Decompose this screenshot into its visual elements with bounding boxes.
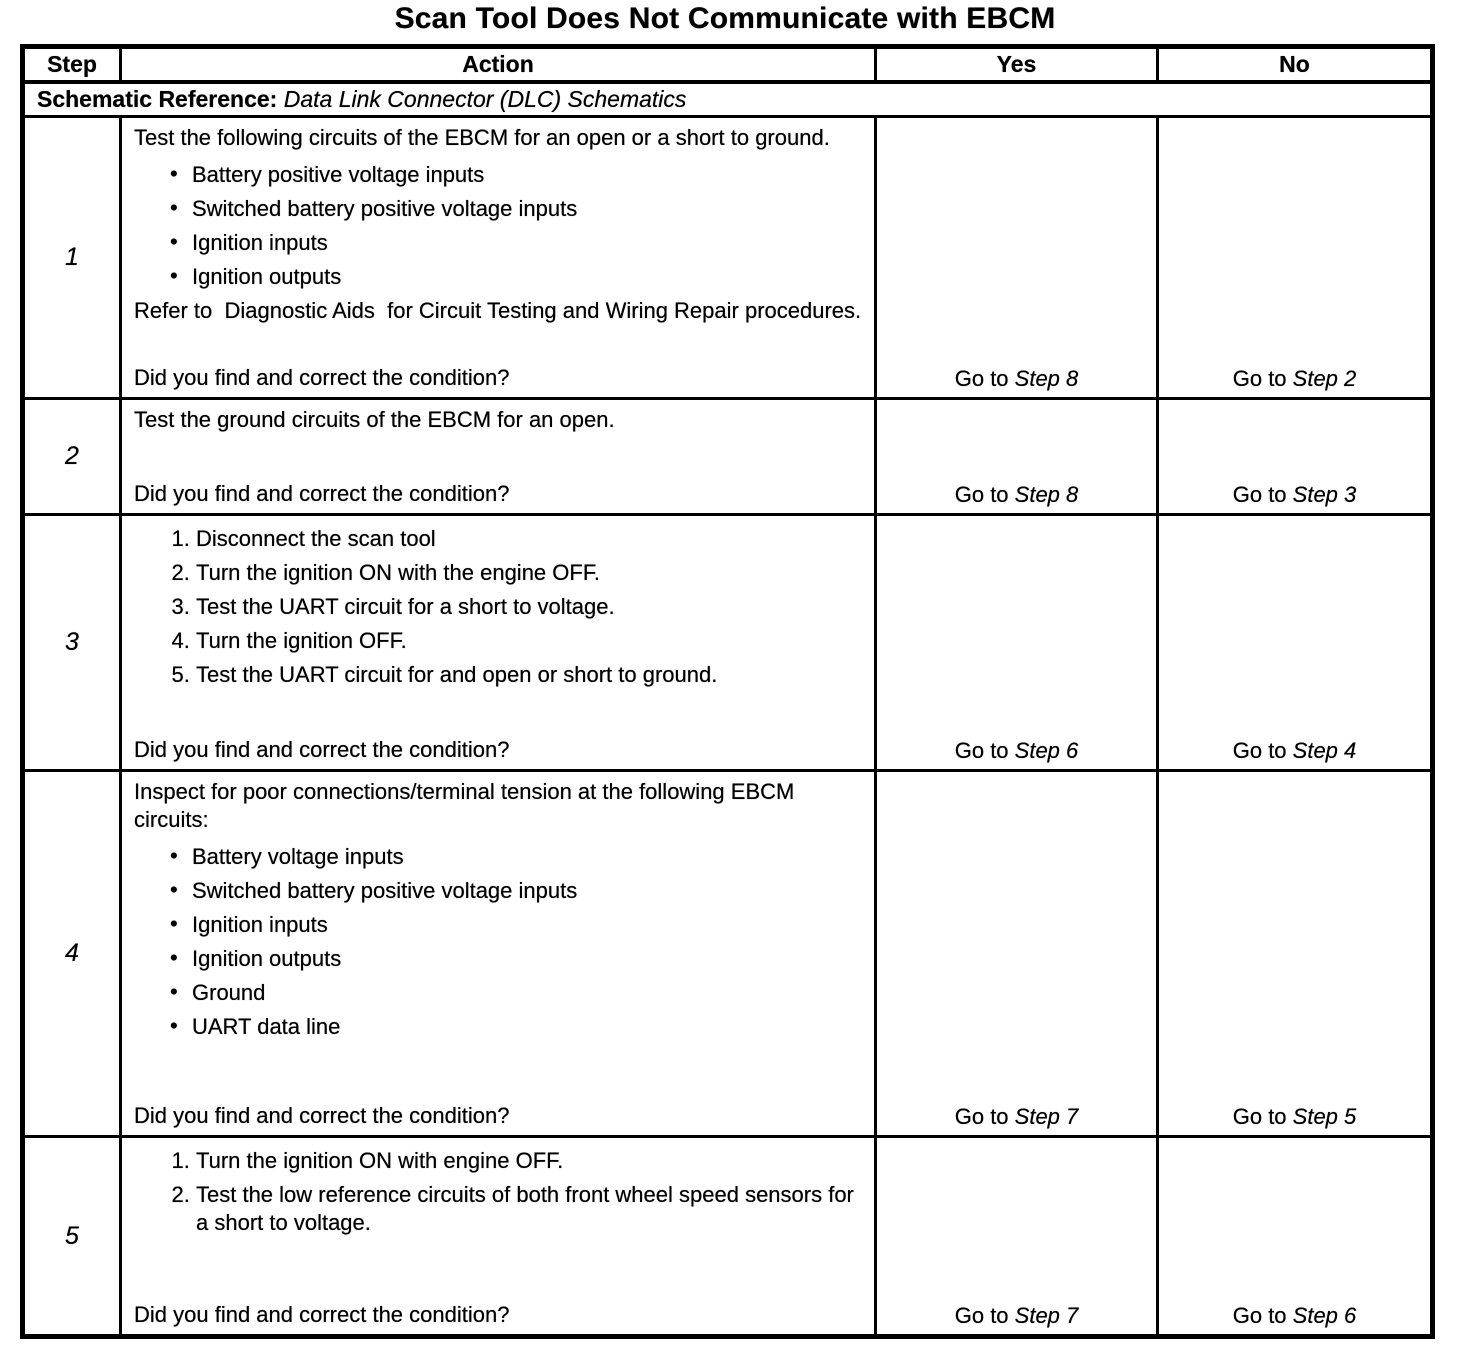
goto-target: Step 8 [1014, 482, 1079, 507]
action-question: Did you find and correct the condition? [134, 481, 510, 507]
goto-yes [877, 1303, 1156, 1329]
list-item: 1. Turn the ignition ON with engine OFF. [196, 1147, 864, 1175]
goto-no [1159, 366, 1430, 392]
goto-prefix: Go to [954, 366, 1015, 391]
table-row [23, 117, 1433, 399]
no-cell [1158, 771, 1433, 1137]
action-numbered-list [134, 525, 864, 689]
column-header-no: No [1158, 47, 1433, 83]
list-item: 4. Turn the ignition OFF. [196, 627, 864, 655]
goto-target: Step 2 [1292, 366, 1357, 391]
action-intro: Test the ground circuits of the EBCM for an open. [134, 407, 615, 432]
action-intro: Inspect for poor connections/terminal tension at the following EBCM circuits: [134, 779, 795, 832]
goto-no [1159, 1303, 1430, 1329]
list-item: • Battery positive voltage inputs [192, 161, 864, 189]
action-cell [121, 399, 876, 515]
list-item: 2. Turn the ignition ON with the engine OFF. [196, 559, 864, 587]
goto-target: Step 3 [1292, 482, 1357, 507]
action-intro: Test the following circuits of the EBCM for an open or a short to ground. [134, 125, 830, 150]
goto-yes [877, 482, 1156, 508]
goto-prefix: Go to [1232, 1303, 1293, 1328]
action-cell [121, 117, 876, 399]
action-question: Did you find and correct the condition? [134, 1103, 510, 1129]
action-bullet-list [134, 843, 864, 1041]
column-header-step: Step [23, 47, 121, 83]
list-item: 1. Disconnect the scan tool [196, 525, 864, 553]
list-item: • Ignition outputs [192, 945, 864, 973]
step-number: 5 [65, 1221, 79, 1250]
action-numbered-list [134, 1147, 864, 1237]
step-number: 3 [65, 628, 79, 656]
action-cell [121, 515, 876, 771]
goto-target: Step 5 [1292, 1104, 1357, 1129]
list-item: 5. Test the UART circuit for and open or short to ground. [196, 661, 864, 689]
table-row [23, 1137, 1433, 1337]
list-item: • Battery voltage inputs [192, 843, 864, 871]
list-item: 2. Test the low reference circuits of both front wheel speed sensors for a short to voltage. [196, 1181, 864, 1237]
goto-prefix: Go to [1232, 738, 1293, 763]
step-number: 2 [65, 442, 79, 470]
table-row [23, 399, 1433, 515]
goto-prefix: Go to [954, 1303, 1015, 1328]
diagnostic-table [20, 44, 1435, 1339]
schematic-reference-value: Data Link Connector (DLC) Schematics [283, 86, 687, 112]
goto-target: Step 7 [1014, 1303, 1079, 1328]
action-question: Did you find and correct the condition? [134, 1302, 510, 1328]
schematic-reference-cell [23, 82, 1433, 117]
no-cell [1158, 117, 1433, 399]
list-item: • Switched battery positive voltage inputs [192, 195, 864, 223]
step-cell [23, 399, 121, 515]
list-item: 3. Test the UART circuit for a short to voltage. [196, 593, 864, 621]
step-cell [23, 117, 121, 399]
action-question: Did you find and correct the condition? [134, 737, 510, 763]
list-item: • Ignition inputs [192, 911, 864, 939]
step-cell [23, 1137, 121, 1337]
list-item: • UART data line [192, 1013, 864, 1041]
goto-prefix: Go to [954, 1104, 1015, 1129]
step-number: 1 [65, 243, 79, 271]
yes-cell [876, 399, 1158, 515]
goto-yes [877, 1104, 1156, 1130]
yes-cell [876, 515, 1158, 771]
step-cell [23, 515, 121, 771]
no-cell [1158, 515, 1433, 771]
no-cell [1158, 1137, 1433, 1337]
goto-target: Step 7 [1014, 1104, 1079, 1129]
yes-cell [876, 771, 1158, 1137]
column-header-yes: Yes [876, 47, 1158, 83]
goto-prefix: Go to [954, 738, 1015, 763]
action-cell [121, 1137, 876, 1337]
no-cell [1158, 399, 1433, 515]
step-number: 4 [65, 939, 79, 967]
page-title: Scan Tool Does Not Communicate with EBCM [394, 2, 1056, 35]
action-cell [121, 771, 876, 1137]
goto-yes [877, 738, 1156, 764]
header-row [23, 47, 1433, 83]
goto-target: Step 8 [1014, 366, 1079, 391]
yes-cell [876, 117, 1158, 399]
goto-no [1159, 1104, 1430, 1130]
list-item: • Ignition outputs [192, 263, 864, 291]
schematic-reference-label: Schematic Reference: [37, 86, 278, 112]
goto-target: Step 4 [1292, 738, 1357, 763]
goto-prefix: Go to [1232, 482, 1293, 507]
action-question: Did you find and correct the condition? [134, 365, 510, 391]
goto-target: Step 6 [1014, 738, 1079, 763]
goto-prefix: Go to [1232, 1104, 1293, 1129]
schematic-reference-row [23, 82, 1433, 117]
goto-target: Step 6 [1292, 1303, 1357, 1328]
goto-no [1159, 482, 1430, 508]
goto-no [1159, 738, 1430, 764]
table-row [23, 771, 1433, 1137]
column-header-action: Action [121, 47, 876, 83]
yes-cell [876, 1137, 1158, 1337]
goto-prefix: Go to [954, 482, 1015, 507]
list-item: • Switched battery positive voltage inputs [192, 877, 864, 905]
table-row [23, 515, 1433, 771]
action-bullet-list [134, 161, 864, 291]
action-note: Refer to Diagnostic Aids for Circuit Testing and Wiring Repair procedures. [134, 297, 862, 323]
list-item: • Ignition inputs [192, 229, 864, 257]
goto-prefix: Go to [1232, 366, 1293, 391]
goto-yes [877, 366, 1156, 392]
step-cell [23, 771, 121, 1137]
list-item: • Ground [192, 979, 864, 1007]
